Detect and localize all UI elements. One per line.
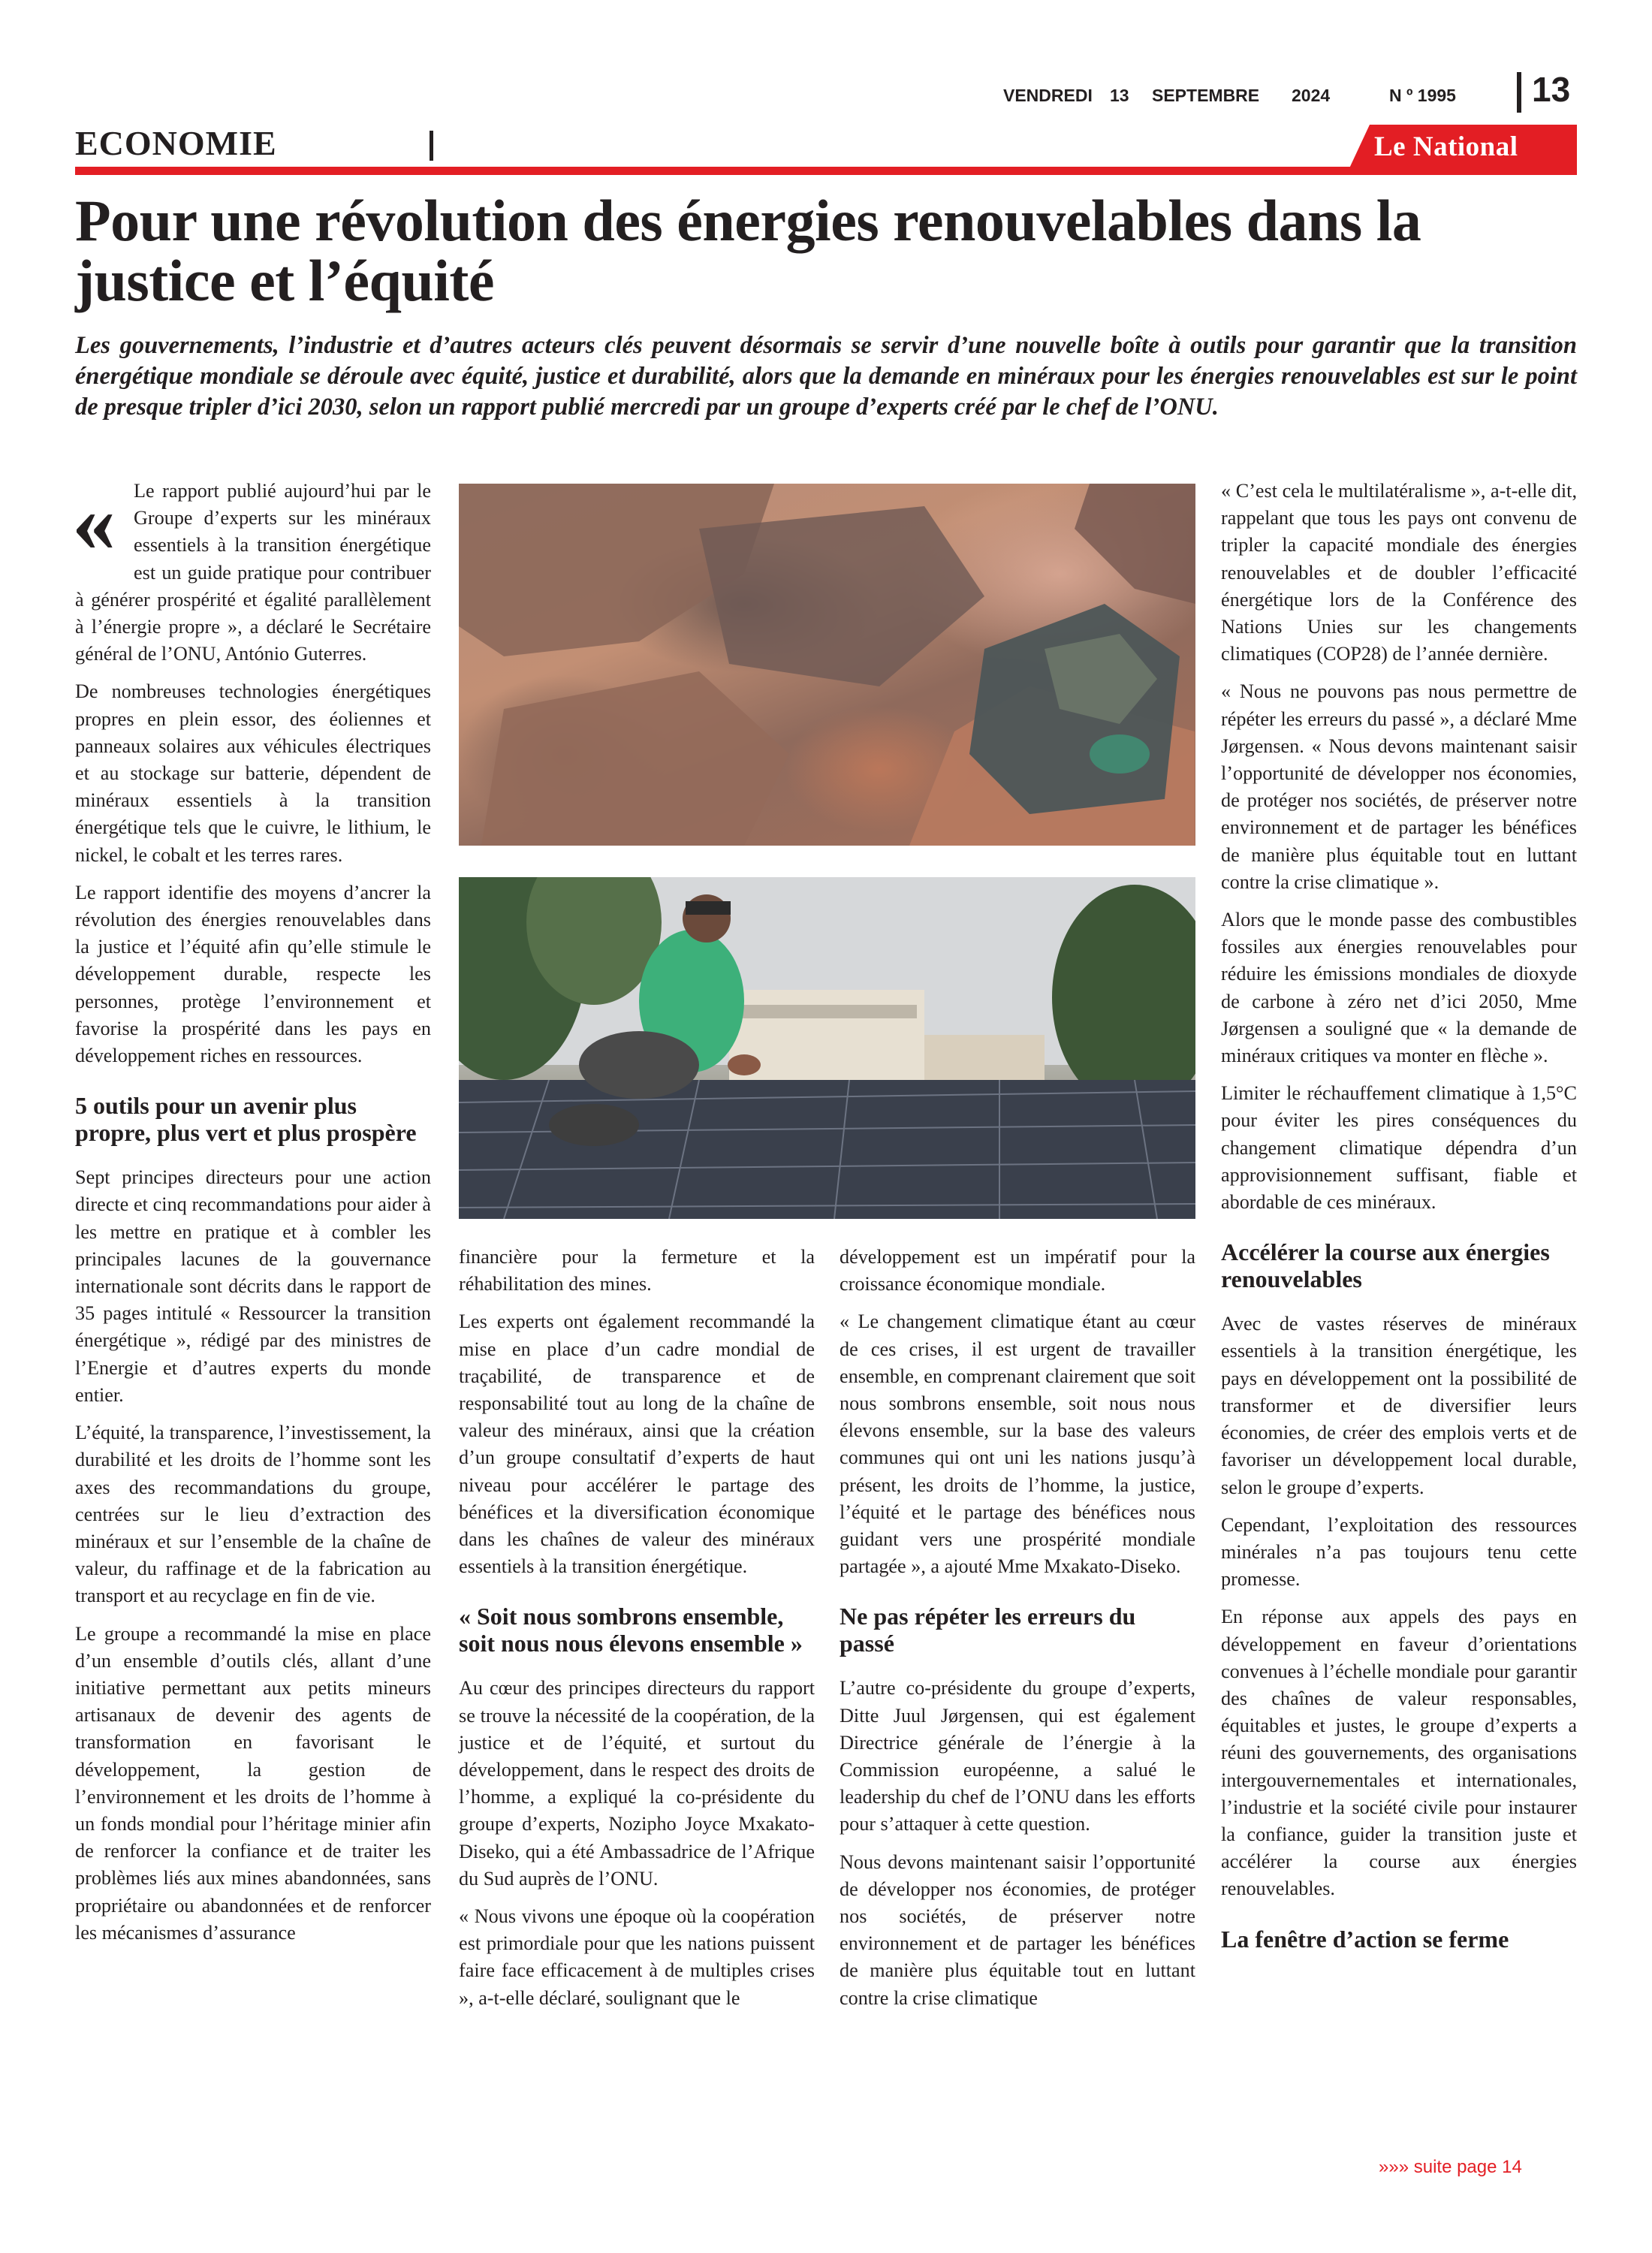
- page-number: 13: [1532, 70, 1571, 109]
- continued-arrows: »»»: [1379, 2157, 1409, 2177]
- col2-paragraph-2: Les experts ont également recommandé la mise en place d’un cadre mondial de traçabilité, de transparence et de responsabilité tout au long de la chaîne de valeur des minéraux, ainsi que la création d’un groupe consultatif d’experts de haut niveau pour accélérer le partage des bénéfices et la diversification économique dans les chaînes de valeur des minéraux essentiels à la transition énergétique.: [459, 1310, 815, 1578]
- col1-subheading: 5 outils pour un avenir plus propre, plus vert et plus prospère: [75, 1092, 417, 1147]
- col4-paragraph-6: Cependant, l’exploitation des ressources minérales n’a pas toujours tenu cette promesse.: [1221, 1513, 1577, 1591]
- column-1: [72, 474, 431, 1957]
- col1-paragraph-3: Le rapport identifie des moyens d’ancrer la révolution des énergies renouvelables dans la justice et l’équité afin qu’elle stimule le développement durable, respecte les personnes, protège l’environnement et favorise la prospérité dans les pays en développement riches en ressources.: [75, 881, 431, 1067]
- minerals-photo-graphic: [459, 484, 1195, 846]
- col1-paragraph-2: De nombreuses technologies énergétiques propres en plein essor, des éoliennes et panneaux solaires aux véhicules électriques et au stockage sur batterie, dépendent de minéraux essentiels à la transition énergétique tels que le cuivre, le lithium, le nickel, le cobalt et les terres rares.: [75, 680, 431, 866]
- col4-paragraph-5: Avec de vastes réserves de minéraux essentiels à la transition énergétique, les pays en développement ont la possibilité de transformer et de diversifier leurs économies, de créer des emplois verts et de favoriser un développement local durable, selon le groupe d’experts.: [1221, 1313, 1577, 1498]
- header-divider: [1517, 72, 1521, 113]
- header-rule: [75, 167, 1577, 175]
- col3-subheading: Ne pas répéter les erreurs du passé: [840, 1603, 1136, 1657]
- col4-paragraph-7: En réponse aux appels des pays en développement en faveur d’orientations convenues à l’échelle mondiale pour garantir des chaînes de valeur responsables, équitables et justes, le groupe d’experts a réuni des gouvernements, des organisations intergouvernementales et internationales, l’industrie et la société civile pour instaurer la confiance, guider la transition juste et accélérer la course aux énergies renouvelables.: [1221, 1606, 1577, 1900]
- col4-subheading-1: Accélérer la course aux énergies renouvelables: [1221, 1238, 1550, 1293]
- col3-paragraph-3: L’autre co-présidente du groupe d’experts, Ditte Juul Jørgensen, qui est également Directrice générale de l’énergie à la Commission européenne, a salué le leadership du chef de l’ONU dans les efforts pour s’attaquer à cette question.: [840, 1677, 1195, 1835]
- column-3: [840, 1244, 1195, 2022]
- column-4: [1221, 478, 1577, 1971]
- issue-date: 13: [1110, 86, 1129, 105]
- col4-paragraph-1: « C’est cela le multilatéralisme », a-t-elle dit, rappelant que tous les pays ont convenu de tripler la capacité mondiale des énergies renouvelables et de doubler l’efficacité énergétique lors de la Conférence des Nations Unies sur les changements climatiques (COP28) de l’année dernière.: [1221, 480, 1577, 665]
- col1-paragraph-5: L’équité, la transparence, l’investissement, la durabilité et les droits de l’homme sont les axes des recommandations du groupe, centrées sur le lieu d’extraction des minéraux et sur l’ensemble de la chaîne de valeur, du raffinage et de la fabrication au transport et au recyclage en fin de vie.: [75, 1422, 431, 1607]
- continued-note[interactable]: [1379, 2157, 1522, 2178]
- article-headline: Pour une révolution des énergies renouvelables dans la justice et l’équité: [75, 188, 1421, 313]
- col3-paragraph-4: Nous devons maintenant saisir l’opportunité de développer nos économies, de protéger nos sociétés, de préserver notre environnement et de partager les bénéfices de manière plus équitable tout en luttant contre la crise climatique: [840, 1850, 1195, 2009]
- col2-paragraph-1: financière pour la fermeture et la réhabilitation des mines.: [459, 1246, 815, 1295]
- col1-paragraph-6: Le groupe a recommandé la mise en place d’un ensemble d’outils clés, allant d’une initiative permettant aux petits mineurs artisanaux de devenir des agents de transformation en favorisant le développement, la gestion de l’environnement et les droits de l’homme à un fonds mondial pour l’héritage minier afin de renforcer la confiance et de traiter les problèmes liés aux mines abandonnées, sans propriétaire ou abandonnées et de renforcer les mécanismes d’assurance: [75, 1622, 431, 1944]
- issue-number: N º 1995: [1389, 86, 1456, 105]
- col2-subheading: « Soit nous sombrons ensemble, soit nous nous élevons ensemble »: [459, 1603, 803, 1657]
- col4-subheading-2: La fenêtre d’action se ferme: [1221, 1925, 1509, 1953]
- continued-text: suite page 14: [1413, 2157, 1522, 2177]
- col3-paragraph-1: développement est un impératif pour la croissance économique mondiale.: [840, 1246, 1195, 1295]
- col2-paragraph-4: « Nous vivons une époque où la coopération est primordiale pour que les nations puissent faire face efficacement à de multiples crises », a-t-elle déclaré, soulignant que le: [459, 1905, 815, 2009]
- brand-name: Le National: [1374, 131, 1518, 162]
- issue-year: 2024: [1292, 86, 1331, 105]
- article-lead: Les gouvernements, l’industrie et d’autres acteurs clés peuvent désormais se servir d’une nouvelle boîte à outils pour garantir que la transition énergétique mondiale se déroule avec équité, justice et durabilité, alors que la demande en minéraux pour les énergies renouvelables est sur le point de presque tripler d’ici 2030, selon un rapport publié mercredi par un groupe d’experts créé par le chef de l’ONU.: [75, 332, 1577, 421]
- issue-day: VENDREDI: [1003, 86, 1093, 105]
- solar-worker-graphic: [459, 877, 1195, 1219]
- section-title: ECONOMIE: [75, 124, 277, 162]
- section-divider: [430, 131, 433, 161]
- col1-paragraph-4: Sept principes directeurs pour une action directe et cinq recommandations pour aider à les mettre en pratique et à combler les principales lacunes de la gouvernance internationale sont décrits dans le rapport de 35 pages intitulé « Ressourcer la transition énergétique », rédigé par des ministres de l’Energie et d’autres experts du monde entier.: [75, 1166, 431, 1406]
- minerals-photo: [459, 484, 1195, 846]
- col4-paragraph-3: Alors que le monde passe des combustibles fossiles aux énergies renouvelables pour réduire les émissions mondiales de dioxyde de carbone à zéro net d’ici 2050, Mme Jørgensen a souligné que « la demande de minéraux critiques va monter en flèche ».: [1221, 909, 1577, 1067]
- issue-month: SEPTEMBRE: [1152, 86, 1260, 105]
- col1-paragraph-1: Le rapport publié aujourd’hui par le Groupe d’experts sur les minéraux essentiels à la transition énergétique est un guide pratique pour contribuer à générer prospérité et égalité parallèlement à l’énergie propre », a déclaré le Secrétaire général de l’ONU, António Guterres.: [75, 480, 431, 665]
- solar-worker-photo: [459, 877, 1195, 1219]
- col4-paragraph-2: « Nous ne pouvons pas nous permettre de répéter les erreurs du passé », a déclaré Mme Jørgensen. « Nous devons maintenant saisir l’opportunité de développer nos économies, de protéger nos sociétés, de préserver notre environnement et de partager les bénéfices de manière plus équitable tout en luttant contre la crise climatique ».: [1221, 680, 1577, 893]
- column-2: [459, 1244, 815, 2022]
- drop-quote-mark: «: [72, 474, 116, 570]
- col2-paragraph-3: Au cœur des principes directeurs du rapport se trouve la nécessité de la coopération, de la justice et de l’équité, et surtout du développement, dans le respect des droits de l’homme, a expliqué la co-présidente du groupe d’experts, Nozipho Joyce Mxakato-Diseko, qui a été Ambassadrice de l’Afrique du Sud auprès de l’ONU.: [459, 1677, 815, 1890]
- col3-paragraph-2: « Le changement climatique étant au cœur de ces crises, il est urgent de travailler ensemble, en comprenant clairement que soit nous sombrons ensemble, soit nous nous élevons ensemble, sur la base des valeurs communes qui ont uni les nations jusqu’à présent, les droits de l’homme, la justice, l’équité et le partage des bénéfices nous guidant vers une prospérité mondiale partagée », a ajouté Mme Mxakato-Diseko.: [840, 1310, 1195, 1578]
- col4-paragraph-4: Limiter le réchauffement climatique à 1,5°C pour éviter les pires conséquences du changement climatique dépendra d’un approvisionnement suffisant, fiable et abordable de ces minéraux.: [1221, 1082, 1577, 1214]
